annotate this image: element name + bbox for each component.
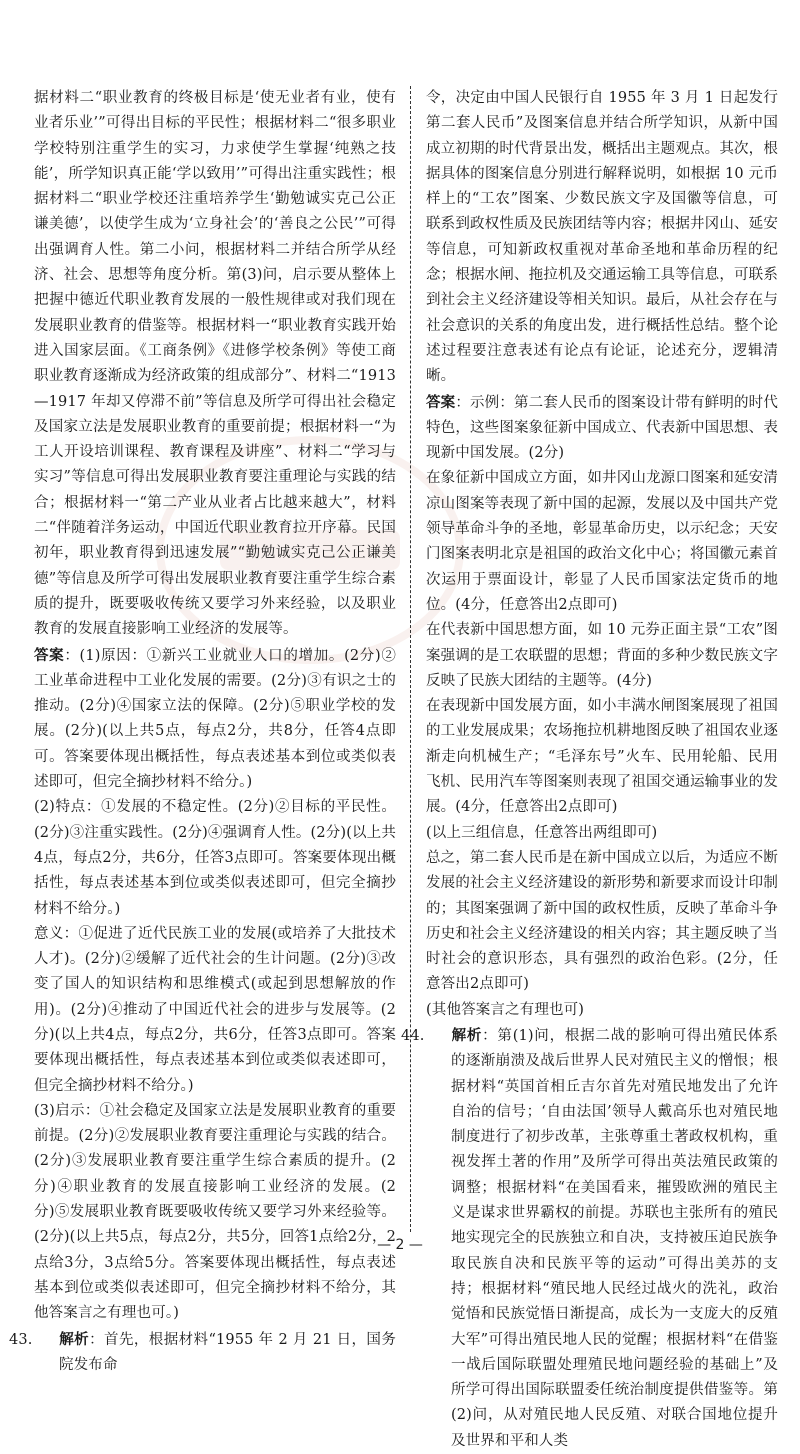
answer-ideology: 在代表新中国思想方面，如 10 元券正面主景“工农”图案强调的是工农联盟的思想；背面的多种少数民族文字反映了民族大团结的主题等。(4分) — [426, 622, 778, 689]
column-divider — [410, 86, 411, 1232]
answer-conclusion: 总之，第二套人民币是在新中国成立以后，为适应不断发展的社会主义经济建设的新形势和新要求而设计印制的；其图案强调了新中国的政权性质，反映了革命斗争历史和社会主义经济建设的相关内容；其主题反映了当时社会的意识形态，具有强烈的政治色彩。(2分，任意答出2点即可) — [426, 849, 778, 993]
analysis-label: 解析 — [451, 1026, 483, 1044]
answer-text: ：示例：第二套人民币的图案设计带有鲜明的时代特色，这些图案象征新中国成立、代表新中国思想、表现新中国发展。(2分) — [426, 394, 778, 462]
analysis-text: ：第(1)问，根据二战的影响可得出殖民体系的逐渐崩溃及战后世界人民对殖民主义的憎恨；根据材料“英国首相丘吉尔首先对殖民地发出了允许自治的信号；‘自由法国’领导人戴高乐也对殖民地制度进行了初步改革，主张尊重土著政权机构，重视发挥土著的作用”及所学可得出英法殖民政策的调整；根据材料“在美国看来，摧毁欧洲的殖民主义是谋求世界霸权的前提。苏联也主张所有的殖民地实现完全的民族独立和自决，支持被压迫民族争取民族自决和民族平等的运动”可得出美苏的支持；根据材料“殖民地人民经过战火的洗礼，政治觉悟和民族觉悟日渐提高，成长为一支庞大的反殖大军”可得出殖民地人民的觉醒；根据材料“在借鉴一战后国际联盟处理殖民地问题经验的基础上”及所学可得出国际联盟委任统治制度提供借鉴等。第(2)问，从对殖民地人民反殖、对联合国地位提升及世界和平和人类 — [451, 1027, 778, 1449]
answer-label: 答案 — [34, 646, 65, 664]
question-43-start — [9, 1327, 396, 1379]
answer-founding: 在象征新中国成立方面，如井冈山龙源口图案和延安清凉山图案等表现了新中国的起源，发展以及中国共产党领导革命斗争的圣地，彰显革命历史，以示纪念；天安门图案表明北京是祖国的政治文化中心；将国徽元素首次运用于票面设计，彰显了人民币国家法定货币的地位。(4分，任意答出2点即可) — [426, 470, 778, 613]
analysis-paragraph: 据材料二“职业教育的终极目标是‘使无业者有业，使有业者乐业’”可得出目标的平民性；根据材料二“很多职业学校特别注重学生的实习，力求使学生掌握‘纯熟之技能’，所学知识真正能‘学以致用’”可得出注重实践性；根据材料二“职业学校还注重培养学生‘勤勉诚实克己公正谦美德’，以使学生成为‘立身社会’的‘善良之公民’”可得出强调育人性。第二小问，根据材料二并结合所学从经济、社会、思想等角度分析。第(3)问，启示要从整体上把握中德近代职业教育发展的一般性规律或对我们现在发展职业教育的借鉴等。根据材料一“职业教育实践开始进入国家层面。《工商条例》《进修学校条例》等使工商职业教育逐渐成为经济政策的组成部分”、材料二“1913—1917 年却又停滞不前”等信息及所学可得出社会稳定及国家立法是发展职业教育的重要前提；根据材料一“为工人开设培训课程、教育课程及讲座”、材料二“学习与实习”等信息可得出发展职业教育要注重理论与实践的结合；根据材料一“第二产业从业者占比越来越大”，材料二“伴随着洋务运动，中国近代职业教育拉开序幕。民国初年，职业教育得到迅速发展”“勤勉诚实克己公正谦美德”等信息及所学可得出发展职业教育要注重学生综合素质的提升，既要吸收传统又要学习外来经验，以及职业教育的发展直接影响工业经济的发展等。 — [34, 90, 396, 638]
analysis-label: 解析 — [59, 1330, 90, 1348]
analysis-text: ：首先，根据材料“1955 年 2 月 21 日，国务院发布命 — [59, 1331, 396, 1373]
answer-summary — [426, 390, 778, 467]
answer-note: (以上三组信息，任意答出两组即可) — [426, 824, 658, 841]
answer-label: 答案 — [426, 393, 456, 411]
answer-part-1 — [34, 643, 396, 796]
answer-development: 在表现新中国发展方面，如小丰满水闸图案展现了祖国的工业发展成果；农场拖拉机耕地图反映了祖国农业逐渐走向机械生产；“毛泽东号”火车、民用轮船、民用飞机、民用汽车等图案则表现了祖国交通运输事业的发展。(4分，任意答出2点即可) — [426, 698, 778, 816]
answer-note: (其他答案言之有理也可) — [426, 1001, 585, 1018]
page-number: — 2 — — [377, 1237, 423, 1253]
question-number: 43. — [9, 1331, 33, 1348]
left-column — [9, 86, 396, 1378]
answer-significance: 意义：①促进了近代民族工业的发展(或培养了大批技术人才)。(2分)②缓解了近代社会的生计问题。(2分)③改变了国人的知识结构和思维模式(或起到思想解放的作用)。(2分)④推动了中国近代社会的进步与发展等。(2分)(以上共4点，每点2分，共6分，任答3点即可。答案要体现出概括性，每点表述基本到位或类似表述即可，但完全摘抄材料不给分。) — [34, 925, 396, 1094]
answer-part-3: (3)启示：①社会稳定及国家立法是发展职业教育的重要前提。(2分)②发展职业教育要注重理论与实践的结合。(2分)③发展职业教育要注重学生综合素质的提升。(2分)④职业教育的发展直接影响工业经济的发展。(2分)⑤发展职业教育既要吸收传统又要学习外来经验等。(2分)(以上共5点，每点2分，共5分，回答1点给2分，2点给3分，3点给5分。答案要体现出概括性，每点表述基本到位或类似表述即可，但完全摘抄材料不给分，其他答案言之有理也可。) — [34, 1102, 396, 1322]
question-number: 44. — [401, 1027, 425, 1044]
answer-text: ：(1)原因：①新兴工业就业人口的增加。(2分)②工业革命进程中工业化发展的需要。(2分)③有识之士的推动。(2分)④国家立法的保障。(2分)⑤职业学校的发展。(2分)(以上共5点，每点2分，共8分，任答4点即可。答案要体现出概括性，每点表述基本到位或类似表述即可，但完全摘抄材料不给分。) — [34, 647, 396, 791]
answer-part-2: (2)特点：①发展的不稳定性。(2分)②目标的平民性。(2分)③注重实践性。(2分)④强调育人性。(2分)(以上共4点，每点2分，共6分，任答3点即可。答案要体现出概括性，每点表述基本到位或类似表述即可，但完全摘抄材料不给分。) — [34, 799, 396, 917]
analysis-continuation: 令，决定由中国人民银行自 1955 年 3 月 1 日起发行第二套人民币”及图案信息并结合所学知识，从新中国成立初期的时代背景出发，概括出主题观点。其次，根据具体的图案信息分别进行解释说明，如根据 10 元币样上的“工农”图案、少数民族文字及国徽等信息，可联系到政权性质及民族团结等内容；根据井冈山、延安等信息，可知新政权重视对革命圣地和革命历程的纪念；根据水闸、拖拉机及交通运输工具等信息，可联系到社会主义经济建设等相关知识。最后，从社会存在与社会意识的关系的角度出发，进行概括性总结。整个论述过程要注意表述有论点有论证，论述充分，逻辑清晰。 — [426, 90, 778, 385]
